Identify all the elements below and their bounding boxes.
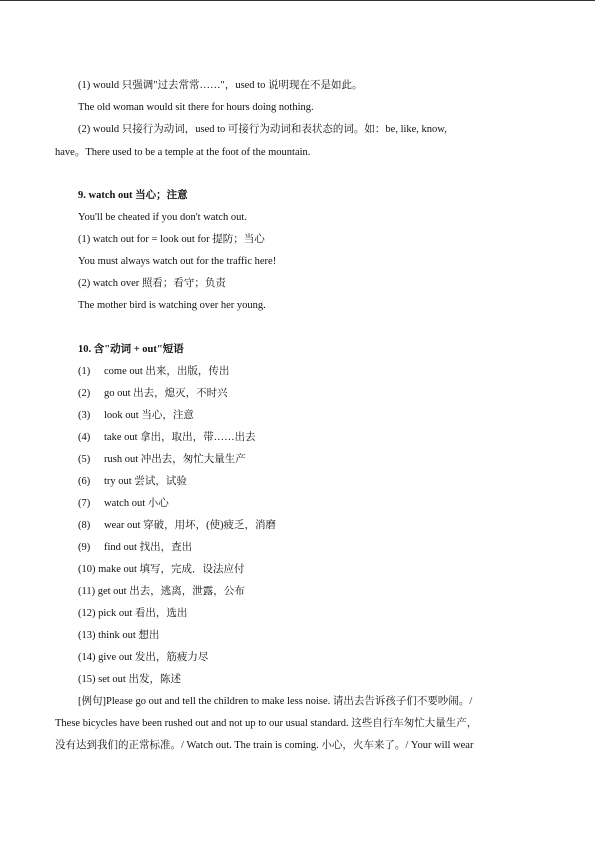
list-item: (6) try out 尝试，试验 (78, 476, 187, 487)
list-item: (2) go out 出去，熄灭，不时兴 (78, 388, 228, 399)
list-item: (7) watch out 小心 (78, 498, 169, 509)
list-item: (15) set out 出发，陈述 (78, 674, 181, 685)
list-item: (12) pick out 看出，选出 (78, 608, 188, 619)
list-item: (13) think out 想出 (78, 630, 160, 641)
list-item: (4) take out 拿出，取出，带……出去 (78, 432, 256, 443)
example-paragraph-line: [例句]Please go out and tell the children to make less noise. 请出去告诉孩子们不要吵闹。/ (78, 696, 473, 707)
list-item: (1) come out 出来，出版，传出 (78, 366, 230, 377)
section-heading-verb-out: 10. 含"动词 + out"短语 (78, 344, 184, 355)
example-paragraph-line: 没有达到我们的正常标准。/ Watch out. The train is coming. 小心，火车来了。/ Your will wear (55, 740, 474, 751)
list-item: (10) make out 填写，完成．设法应付 (78, 564, 245, 575)
section-heading-watch-out: 9. watch out 当心；注意 (78, 190, 188, 201)
example-sentence: The mother bird is watching over her young. (78, 300, 266, 311)
subitem-watch-over: (2) watch over 照看；看守；负责 (78, 278, 226, 289)
example-sentence: You'll be cheated if you don't watch out. (78, 212, 247, 223)
list-item: (8) wear out 穿破，用坏，(使)疲乏，消磨 (78, 520, 277, 531)
example-sentence: The old woman would sit there for hours doing nothing. (78, 102, 314, 113)
list-item: (9) find out 找出，查出 (78, 542, 193, 553)
subitem-watch-out-for: (1) watch out for = look out for 提防；当心 (78, 234, 265, 245)
paragraph-would-verbs-cont: have。There used to be a temple at the foot of the mountain. (55, 147, 311, 158)
example-paragraph-line: These bicycles have been rushed out and not up to our usual standard. 这些自行车匆忙大量生产， (55, 718, 478, 729)
list-item: (11) get out 出去，逃离，泄露，公布 (78, 586, 245, 597)
list-item: (3) look out 当心，注意 (78, 410, 194, 421)
paragraph-would-verbs: (2) would 只接行为动词，used to 可接行为动词和表状态的词。如：be, like, know, (78, 124, 447, 135)
list-item: (14) give out 发出，筋疲力尽 (78, 652, 209, 663)
paragraph-would-usage: (1) would 只强调"过去常常……"，used to 说明现在不是如此。 (78, 80, 363, 91)
example-sentence: You must always watch out for the traffic here! (78, 256, 277, 267)
list-item: (5) rush out 冲出去，匆忙大量生产 (78, 454, 246, 465)
